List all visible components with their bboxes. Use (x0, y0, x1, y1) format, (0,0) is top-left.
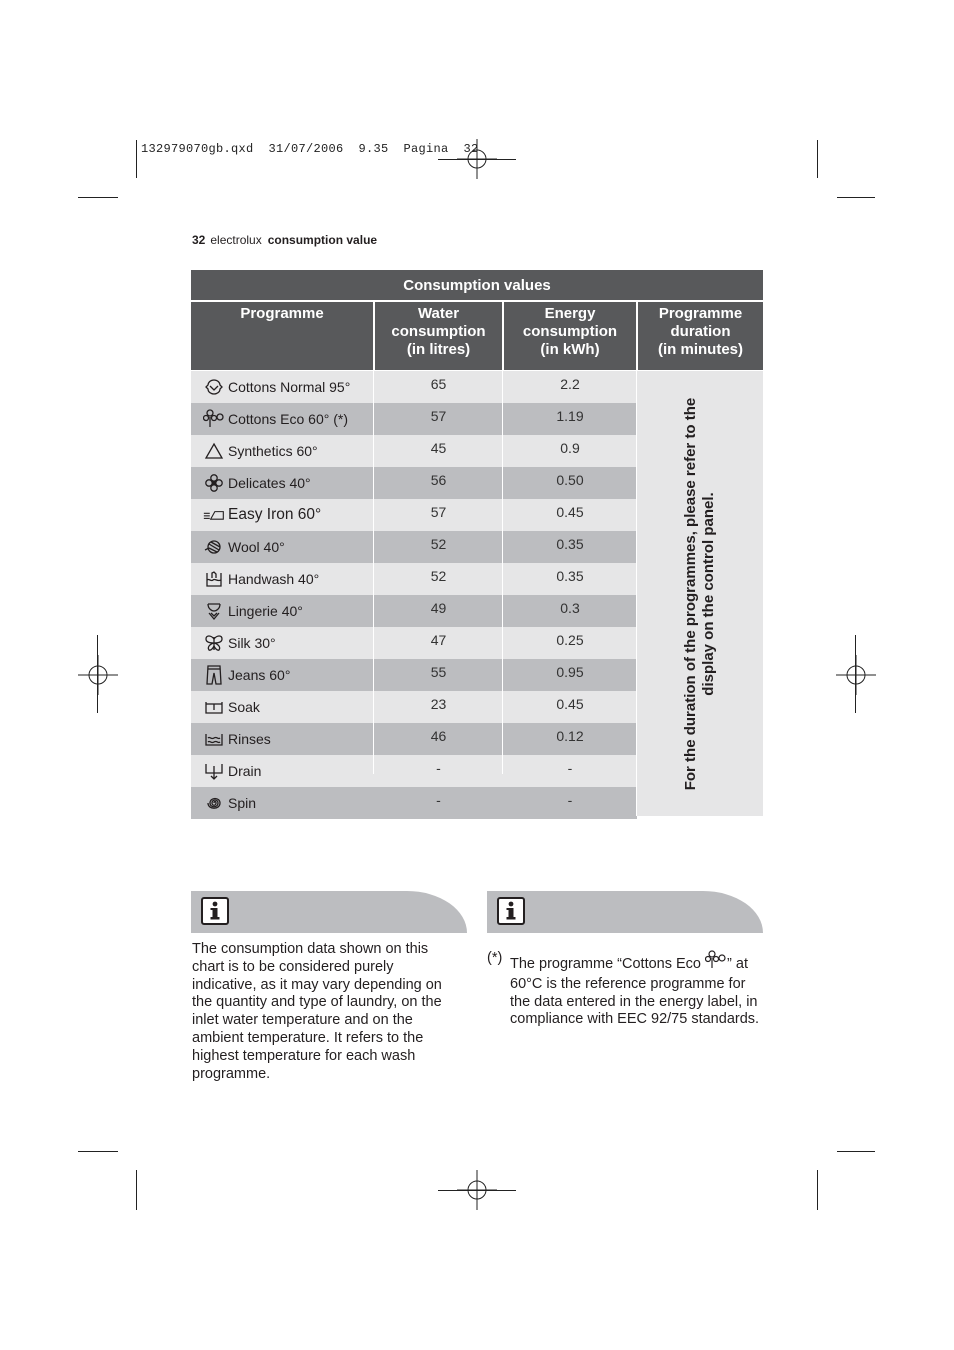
duration-cell (637, 371, 763, 816)
water-value: 57 (430, 408, 447, 424)
table-row (191, 371, 637, 403)
water-value: - (436, 760, 441, 776)
water-value: 55 (430, 664, 447, 680)
programme-name: Jeans 60° (228, 667, 291, 683)
energy-value: 0.12 (556, 728, 584, 744)
crop-mark (837, 197, 875, 198)
table-row (191, 435, 637, 467)
crop-mark (438, 1190, 516, 1191)
eco-flower-icon (705, 950, 727, 976)
print-slug: 132979070gb.qxd 31/07/2006 9.35 Pagina 32 (141, 142, 479, 156)
wool-icon (203, 536, 225, 558)
table-row (191, 467, 637, 499)
synthetics-icon (203, 440, 225, 462)
header-water: Water consumption (in litres) (375, 302, 502, 370)
energy-value: 0.35 (556, 536, 584, 552)
energy-value: 0.35 (556, 568, 584, 584)
note-right-text-start: The programme “Cottons Eco (510, 956, 706, 972)
water-value: 52 (430, 536, 447, 552)
info-icon (201, 897, 229, 925)
info-icon (497, 897, 525, 925)
table-row (191, 531, 637, 563)
note-right-text-end: ” at 60°C is the reference programme for the data entered in the energy label, in compliance with EEC 92/75 standards. (510, 956, 760, 1028)
drain-icon (203, 760, 225, 782)
programme-name: Rinses (228, 731, 271, 747)
programme-cell (191, 659, 374, 691)
table-row (191, 499, 637, 531)
water-value: 45 (430, 440, 447, 456)
programme-cell (191, 563, 374, 595)
energy-value: 1.19 (556, 408, 584, 424)
header-programme: Programme (191, 302, 373, 370)
water-value: 56 (430, 472, 447, 488)
section-title: consumption value (267, 233, 378, 247)
water-value: 47 (430, 632, 447, 648)
programme-cell (191, 627, 374, 659)
programme-cell (191, 755, 374, 787)
crop-mark (78, 1151, 118, 1152)
energy-value: 0.45 (556, 696, 584, 712)
info-bar (191, 891, 467, 933)
header-energy: Energy consumption (in kWh) (504, 302, 636, 370)
table-title: Consumption values (191, 270, 763, 300)
energy-value: 0.25 (556, 632, 584, 648)
lingerie-icon (203, 600, 225, 622)
crop-mark (817, 140, 818, 178)
header-duration: Programme duration (in minutes) (638, 302, 763, 370)
programme-cell (191, 499, 374, 531)
crop-mark (136, 140, 137, 178)
energy-value: - (567, 760, 573, 776)
water-value: 65 (430, 376, 447, 392)
crop-mark (97, 635, 98, 713)
water-value: 49 (430, 600, 447, 616)
water-value: 23 (430, 696, 447, 712)
energy-value: 0.3 (560, 600, 580, 616)
programme-name: Spin (228, 795, 257, 811)
table-row (191, 755, 637, 787)
silk-butterfly-icon (203, 632, 225, 654)
table-row (191, 563, 637, 595)
crop-mark (837, 1151, 875, 1152)
programme-cell (191, 723, 374, 755)
programme-name: Easy Iron 60° (228, 506, 322, 523)
programme-name: Handwash 40° (228, 571, 320, 587)
info-bar (487, 891, 763, 933)
column-divider (502, 371, 503, 774)
programme-cell (191, 691, 374, 723)
programme-cell (191, 595, 374, 627)
registration-mark-icon (836, 655, 876, 695)
programme-cell (191, 435, 374, 467)
cottons-icon (203, 376, 225, 398)
table-row (191, 659, 637, 691)
crop-mark (136, 1170, 137, 1210)
table-row (191, 403, 637, 435)
note-left: The consumption data shown on this chart is to be considered purely indicative, as it may vary depending on the quantity and type of laundry, on the inlet water temperature and on the ambient temperature. It refers to the highest temperature for each wash programme. (192, 941, 442, 1082)
programme-cell (191, 787, 374, 819)
programme-name: Drain (228, 763, 262, 779)
programme-name: Wool 40° (228, 539, 285, 555)
programme-cell (191, 467, 374, 499)
programme-name: Cottons Eco 60° (*) (228, 411, 348, 427)
programme-name: Lingerie 40° (228, 603, 303, 619)
water-value: 46 (430, 728, 447, 744)
rinses-icon (203, 728, 225, 750)
column-divider (373, 371, 374, 774)
water-value: 52 (430, 568, 447, 584)
note-right-marker: (*) (487, 950, 503, 966)
handwash-icon (203, 568, 225, 590)
easy-iron-icon (203, 504, 225, 526)
energy-value: - (567, 792, 573, 808)
energy-value: 2.2 (560, 376, 580, 392)
crop-mark (78, 197, 118, 198)
table-row (191, 787, 637, 819)
note-right (510, 950, 768, 1029)
crop-mark (817, 1170, 818, 1210)
table-row (191, 723, 637, 755)
page-number: 32 (192, 233, 206, 247)
spin-icon (203, 792, 225, 814)
registration-mark-icon (78, 655, 118, 695)
programme-name: Cottons Normal 95° (228, 379, 351, 395)
programme-cell (191, 403, 374, 435)
jeans-icon (203, 664, 225, 686)
brand-name: electrolux (210, 233, 262, 247)
programme-cell (191, 531, 374, 563)
running-head (192, 233, 377, 247)
duration-note: For the duration of the programmes, please refer to the display on the control panel. (682, 397, 717, 790)
eco-flower-icon (203, 408, 225, 430)
crop-mark (438, 159, 516, 160)
programme-name: Silk 30° (228, 635, 276, 651)
table-row (191, 595, 637, 627)
programme-name: Soak (228, 699, 260, 715)
energy-value: 0.45 (556, 504, 584, 520)
table-row (191, 627, 637, 659)
soak-icon (203, 696, 225, 718)
energy-value: 0.50 (556, 472, 584, 488)
delicates-flower-icon (203, 472, 225, 494)
crop-mark (855, 635, 856, 713)
programme-cell (191, 371, 374, 403)
energy-value: 0.9 (560, 440, 580, 456)
water-value: 57 (430, 504, 447, 520)
programme-name: Synthetics 60° (228, 443, 318, 459)
energy-value: 0.95 (556, 664, 584, 680)
water-value: - (436, 792, 441, 808)
programme-name: Delicates 40° (228, 475, 311, 491)
table-row (191, 691, 637, 723)
